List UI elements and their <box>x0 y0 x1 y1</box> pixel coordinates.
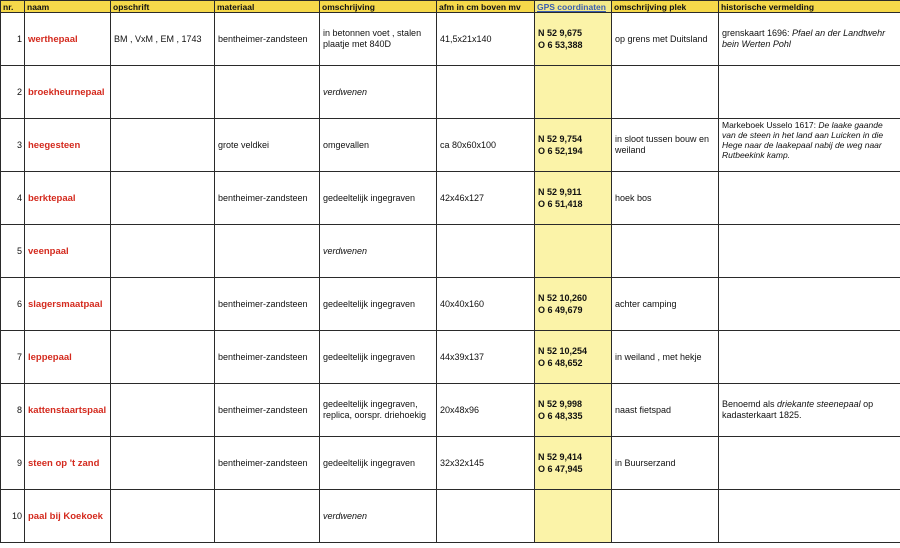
cell-afm: 32x32x145 <box>437 437 535 490</box>
cell-nr: 9 <box>1 437 25 490</box>
table-row <box>1 119 900 172</box>
cell-plek <box>612 490 719 543</box>
table-row <box>1 384 900 437</box>
table-row <box>1 225 900 278</box>
cell-gps <box>535 13 612 66</box>
gps-east: O 6 51,418 <box>538 199 583 209</box>
hist-text: Benoemd als <box>722 399 778 409</box>
cell-naam: leppepaal <box>25 331 111 384</box>
hist-text: grenskaart 1696: <box>722 28 793 38</box>
cell-materiaal: bentheimer-zandsteen <box>215 278 320 331</box>
header-plek: omschrijving plek <box>612 1 719 13</box>
gps-north: N 52 9,998 <box>538 399 583 409</box>
cell-plek: in sloot tussen bouw en weiland <box>612 119 719 172</box>
cell-opschrift <box>111 490 215 543</box>
cell-omschrijving: gedeeltelijk ingegraven, replica, oorspr. driehoekig <box>320 384 437 437</box>
cell-nr: 3 <box>1 119 25 172</box>
cell-hist <box>719 490 900 543</box>
header-row <box>1 1 900 13</box>
header-opschrift: opschrift <box>111 1 215 13</box>
cell-gps <box>535 172 612 225</box>
cell-naam: slagersmaatpaal <box>25 278 111 331</box>
table-row <box>1 172 900 225</box>
cell-materiaal: bentheimer-zandsteen <box>215 437 320 490</box>
gps-north: N 52 9,675 <box>538 28 583 38</box>
cell-omschrijving: verdwenen <box>320 66 437 119</box>
cell-naam: paal bij Koekoek <box>25 490 111 543</box>
header-omschrijving: omschrijving <box>320 1 437 13</box>
cell-hist <box>719 384 900 437</box>
hist-quote: driekante steenepaal <box>777 399 861 409</box>
cell-afm: ca 80x60x100 <box>437 119 535 172</box>
cell-hist <box>719 278 900 331</box>
cell-nr: 7 <box>1 331 25 384</box>
cell-plek: op grens met Duitsland <box>612 13 719 66</box>
cell-naam: kattenstaartspaal <box>25 384 111 437</box>
hist-quote: De laake gaande van de steen in het land aan Luicken in die Hege naar de laakepaal nabij de weg naar Rutbeekink kamp. <box>722 120 884 160</box>
cell-opschrift <box>111 331 215 384</box>
header-afm: afm in cm boven mv <box>437 1 535 13</box>
cell-nr: 8 <box>1 384 25 437</box>
cell-hist <box>719 172 900 225</box>
cell-opschrift <box>111 384 215 437</box>
cell-gps <box>535 278 612 331</box>
cell-plek: achter camping <box>612 278 719 331</box>
table-row <box>1 331 900 384</box>
cell-omschrijving: in betonnen voet , stalen plaatje met 840D <box>320 13 437 66</box>
cell-nr: 10 <box>1 490 25 543</box>
cell-afm <box>437 490 535 543</box>
cell-plek <box>612 66 719 119</box>
cell-afm: 20x48x96 <box>437 384 535 437</box>
table-row <box>1 13 900 66</box>
hist-text: Markeboek Usselo 1617: <box>722 120 817 130</box>
cell-materiaal: bentheimer-zandsteen <box>215 13 320 66</box>
cell-gps <box>535 66 612 119</box>
cell-plek: hoek bos <box>612 172 719 225</box>
cell-afm: 42x46x127 <box>437 172 535 225</box>
cell-gps <box>535 437 612 490</box>
cell-naam: steen op 't zand <box>25 437 111 490</box>
cell-plek: naast fietspad <box>612 384 719 437</box>
cell-afm: 44x39x137 <box>437 331 535 384</box>
cell-afm: 40x40x160 <box>437 278 535 331</box>
cell-opschrift <box>111 119 215 172</box>
header-gps-link[interactable]: GPS coordinaten <box>535 1 612 13</box>
cell-hist <box>719 225 900 278</box>
cell-naam: werthepaal <box>25 13 111 66</box>
cell-plek: in Buurserzand <box>612 437 719 490</box>
gps-east: O 6 48,652 <box>538 358 583 368</box>
hist-text-after: op kadasterkaart 1825. <box>722 399 874 420</box>
cell-materiaal: bentheimer-zandsteen <box>215 331 320 384</box>
gps-north: N 52 9,754 <box>538 134 583 144</box>
cell-naam: broekheurnepaal <box>25 66 111 119</box>
gps-east: O 6 48,335 <box>538 411 583 421</box>
cell-omschrijving: gedeeltelijk ingegraven <box>320 172 437 225</box>
gps-east: O 6 53,388 <box>538 40 583 50</box>
cell-gps <box>535 119 612 172</box>
table-row <box>1 278 900 331</box>
cell-materiaal: bentheimer-zandsteen <box>215 384 320 437</box>
cell-plek: in weiland , met hekje <box>612 331 719 384</box>
cell-opschrift <box>111 278 215 331</box>
cell-materiaal: grote veldkei <box>215 119 320 172</box>
cell-hist <box>719 331 900 384</box>
cell-nr: 5 <box>1 225 25 278</box>
cell-opschrift <box>111 437 215 490</box>
cell-gps <box>535 225 612 278</box>
cell-afm <box>437 225 535 278</box>
gps-east: O 6 52,194 <box>538 146 583 156</box>
cell-materiaal <box>215 66 320 119</box>
table-body <box>1 13 900 543</box>
cell-hist <box>719 119 900 172</box>
cell-omschrijving: omgevallen <box>320 119 437 172</box>
header-naam: naam <box>25 1 111 13</box>
cell-omschrijving: verdwenen <box>320 225 437 278</box>
cell-opschrift <box>111 172 215 225</box>
cell-naam: veenpaal <box>25 225 111 278</box>
cell-omschrijving: gedeeltelijk ingegraven <box>320 278 437 331</box>
header-materiaal: materiaal <box>215 1 320 13</box>
cell-gps <box>535 490 612 543</box>
header-hist: historische vermelding <box>719 1 900 13</box>
cell-opschrift <box>111 66 215 119</box>
cell-gps <box>535 331 612 384</box>
table-row <box>1 66 900 119</box>
cell-naam: berktepaal <box>25 172 111 225</box>
table-row <box>1 437 900 490</box>
cell-hist <box>719 66 900 119</box>
gps-east: O 6 47,945 <box>538 464 583 474</box>
cell-omschrijving: verdwenen <box>320 490 437 543</box>
cell-plek <box>612 225 719 278</box>
cell-naam: heegesteen <box>25 119 111 172</box>
gps-north: N 52 9,414 <box>538 452 583 462</box>
table-row <box>1 490 900 543</box>
header-nr: nr. <box>1 1 25 13</box>
cell-hist <box>719 437 900 490</box>
gps-north: N 52 9,911 <box>538 187 582 197</box>
cell-omschrijving: gedeeltelijk ingegraven <box>320 437 437 490</box>
cell-materiaal <box>215 225 320 278</box>
cell-nr: 2 <box>1 66 25 119</box>
cell-hist <box>719 13 900 66</box>
cell-opschrift: BM , VxM , EM , 1743 <box>111 13 215 66</box>
cell-afm <box>437 66 535 119</box>
cell-gps <box>535 384 612 437</box>
hist-quote: Pfael an der Landtwehr bein Werten Pohl <box>722 28 886 49</box>
cell-materiaal: bentheimer-zandsteen <box>215 172 320 225</box>
gps-north: N 52 10,260 <box>538 293 588 303</box>
gps-east: O 6 49,679 <box>538 305 583 315</box>
cell-afm: 41,5x21x140 <box>437 13 535 66</box>
cell-materiaal <box>215 490 320 543</box>
cell-nr: 4 <box>1 172 25 225</box>
gps-north: N 52 10,254 <box>538 346 588 356</box>
cell-omschrijving: gedeeltelijk ingegraven <box>320 331 437 384</box>
cell-opschrift <box>111 225 215 278</box>
cell-nr: 1 <box>1 13 25 66</box>
cell-nr: 6 <box>1 278 25 331</box>
